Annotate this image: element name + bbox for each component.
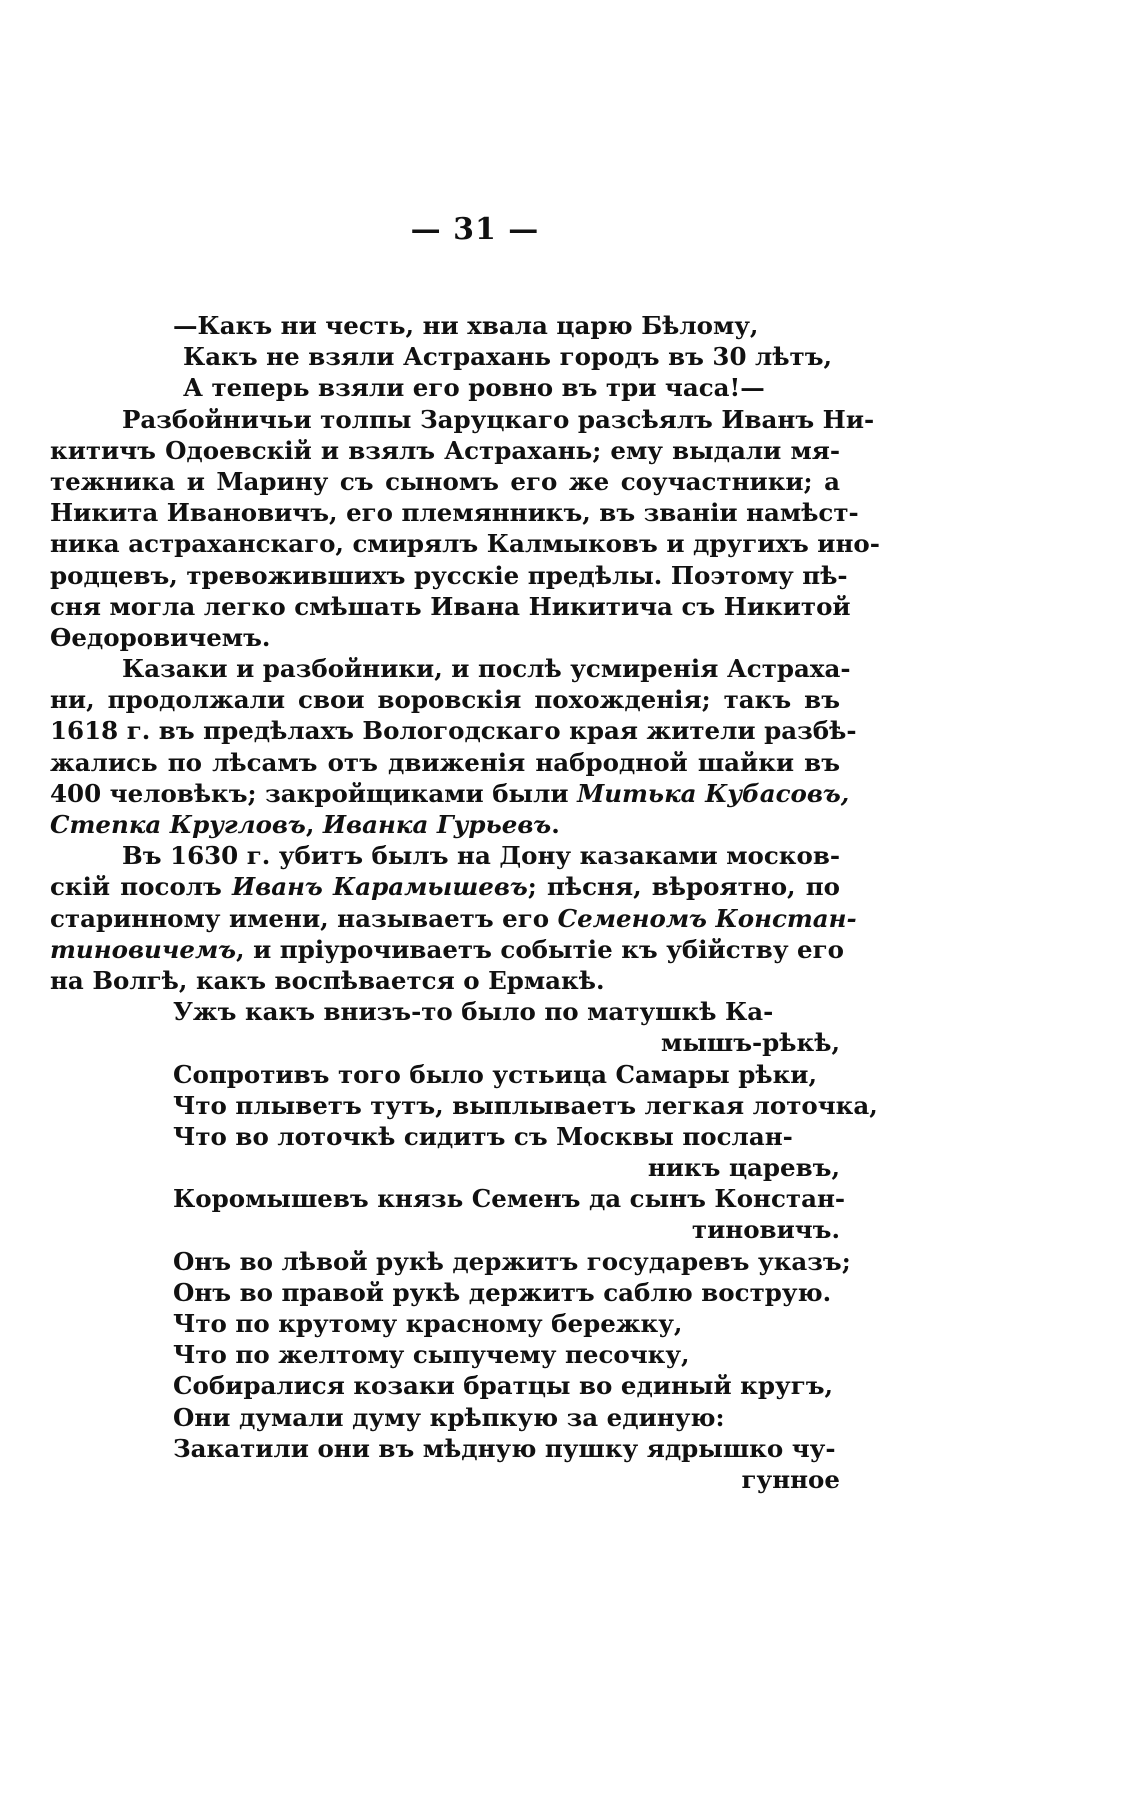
poem-line: Что плыветъ тутъ, выплываетъ легкая лоточка,	[173, 1090, 878, 1120]
text-span: 400 человѣкъ; закройщиками были	[50, 778, 578, 808]
poem-line: Онъ во лѣвой рукѣ держитъ государевъ указъ;	[173, 1246, 851, 1276]
paragraph-line: жались по лѣсамъ отъ движенія набродной шайки въ	[50, 747, 840, 777]
paragraph-line	[50, 903, 857, 934]
poem-line: А теперь взяли его ровно въ три часа!—	[183, 373, 765, 403]
poem-line: Закатили они въ мѣдную пушку ядрышко чу-	[173, 1433, 836, 1463]
poem-line: Собиралися козаки братцы во единый кругъ,	[173, 1371, 834, 1401]
paragraph-line: родцевъ, тревожившихъ русскіе предѣлы. Поэтому пѣ-	[50, 560, 848, 590]
paragraph-line: ника астраханскаго, смирялъ Калмыковъ и другихъ ино-	[50, 529, 880, 559]
paragraph-line: Разбойничьи толпы Заруцкаго разсѣялъ Иванъ Ни-	[122, 404, 875, 434]
paragraph-line: на Волгѣ, какъ воспѣвается о Ермакѣ.	[50, 965, 605, 995]
paragraph-line	[50, 871, 840, 902]
page-number: — 31 —	[410, 212, 540, 247]
poem-line: Ужъ какъ внизъ-то было по матушкѣ Ка-	[173, 997, 774, 1027]
poem-line: Что по крутому красному бережку,	[173, 1309, 683, 1338]
paragraph-line: Казаки и разбойники, и послѣ усмиренія Астраха-	[122, 654, 851, 684]
paragraph-line: Въ 1630 г. убитъ былъ на Дону казаками москов-	[122, 841, 841, 871]
poem-line-tail: тиновичъ.	[691, 1215, 840, 1245]
paragraph-line: ни, продолжали свои воровскія похожденія; такъ въ	[50, 685, 840, 715]
italic-name: Иванка Гурьевъ	[322, 810, 552, 839]
italic-name: Семеномъ Констан-	[557, 903, 857, 933]
page-text	[50, 310, 880, 1495]
paragraph-line: Никита Ивановичъ, его племянникъ, въ званіи намѣст-	[50, 498, 859, 528]
paragraph-line	[50, 809, 840, 840]
text-span: ; пѣсня, вѣроятно, по	[527, 872, 840, 902]
text-span: скій посолъ	[50, 872, 233, 902]
poem-line: Онъ во правой рукѣ держитъ саблю вострую.	[173, 1277, 832, 1307]
poem-line: Какъ не взяли Астрахань городъ въ 30 лѣтъ,	[183, 342, 833, 372]
poem-line: Они думали думу крѣпкую за единую:	[173, 1402, 725, 1432]
poem-line-tail: никъ царевъ,	[647, 1153, 840, 1183]
text-span: , и пріурочиваетъ событіе къ убійству его	[236, 934, 844, 964]
poem-line-tail: мышъ-рѣкѣ,	[661, 1028, 840, 1058]
poem-line-tail: гунное	[741, 1464, 840, 1494]
paragraph-line: 1618 г. въ предѣлахъ Вологодскаго края жители разбѣ-	[50, 716, 857, 746]
poem-line: Сопротивъ того было устьица Самары рѣки,	[173, 1059, 817, 1089]
poem-line: Коромышевъ князь Семенъ да сынъ Констан-	[173, 1184, 846, 1214]
italic-name: Степка Кругловъ	[50, 810, 306, 839]
paragraph-line: сня могла легко смѣшать Ивана Никитича съ Никитой	[50, 591, 851, 621]
poem-line: Что во лоточкѣ сидитъ съ Москвы послан-	[173, 1121, 793, 1151]
paragraph-line: китичъ Одоевскій и взялъ Астрахань; ему выдали мя-	[50, 435, 840, 465]
paragraph-line: тежника и Марину съ сыномъ его же соучастники; а	[50, 466, 840, 496]
text-span: старинному имени, называетъ его	[50, 903, 558, 933]
poem-line: —Какъ ни честь, ни хвала царю Бѣлому,	[173, 311, 759, 340]
italic-name: Иванъ Карамышевъ	[232, 872, 528, 902]
paragraph-line	[50, 778, 850, 809]
italic-name: тиновичемъ	[50, 934, 237, 964]
paragraph-line	[50, 934, 844, 965]
paragraph-line: Өедоровичемъ.	[50, 622, 271, 652]
italic-name: Митька Кубасовъ,	[577, 778, 850, 808]
text-span: ,	[305, 810, 323, 839]
poem-line: Что по желтому сыпучему песочку,	[173, 1340, 690, 1370]
text-span: .	[551, 810, 560, 839]
